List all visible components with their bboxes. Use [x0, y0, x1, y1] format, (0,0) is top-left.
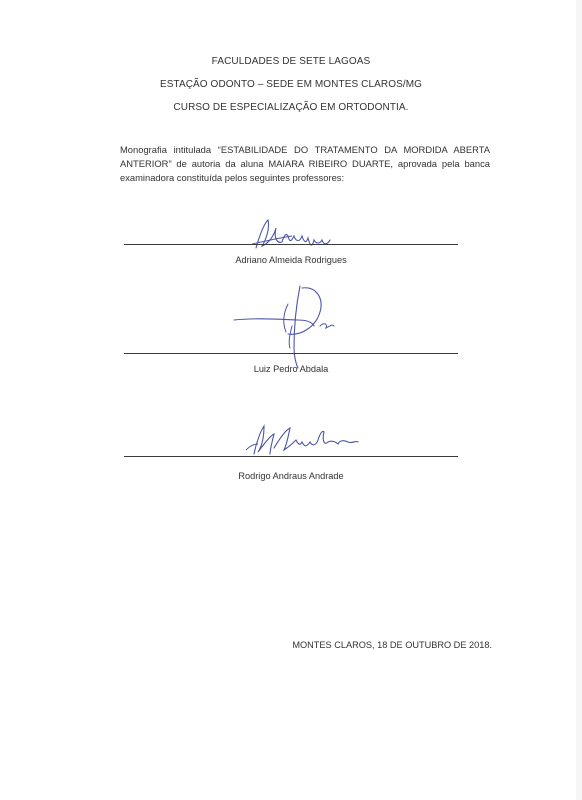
signature-3-handwriting: [240, 420, 370, 460]
campus-name: ESTAÇÃO ODONTO – SEDE EM MONTES CLAROS/MG: [159, 79, 423, 90]
examiner-name-2: Luiz Pedro Abdala: [253, 364, 329, 374]
signature-line-3: [124, 456, 458, 457]
examiner-name-3: Rodrigo Andraus Andrade: [238, 471, 344, 481]
scan-edge-shadow: [576, 0, 582, 800]
signature-line-2: [124, 353, 458, 354]
signature-line-1: [124, 244, 458, 245]
signature-1-handwriting: [248, 214, 338, 258]
examiner-name-1: Adriano Almeida Rodrigues: [235, 255, 347, 265]
signature-2-handwriting: [232, 282, 342, 372]
course-name: CURSO DE ESPECIALIZAÇÃO EM ORTODONTIA.: [173, 102, 409, 113]
date-location: MONTES CLAROS, 18 DE OUTUBRO DE 2018.: [292, 640, 492, 650]
institution-name: FACULDADES DE SETE LAGOAS: [211, 56, 371, 67]
approval-paragraph: Monografia intitulada “ESTABILIDADE DO TRATAMENTO DA MORDIDA ABERTA ANTERIOR” de autoria da aluna MAIARA RIBEIRO DUARTE, aprovada pela banca examinadora constituída pelos seguintes professores:: [120, 144, 490, 183]
